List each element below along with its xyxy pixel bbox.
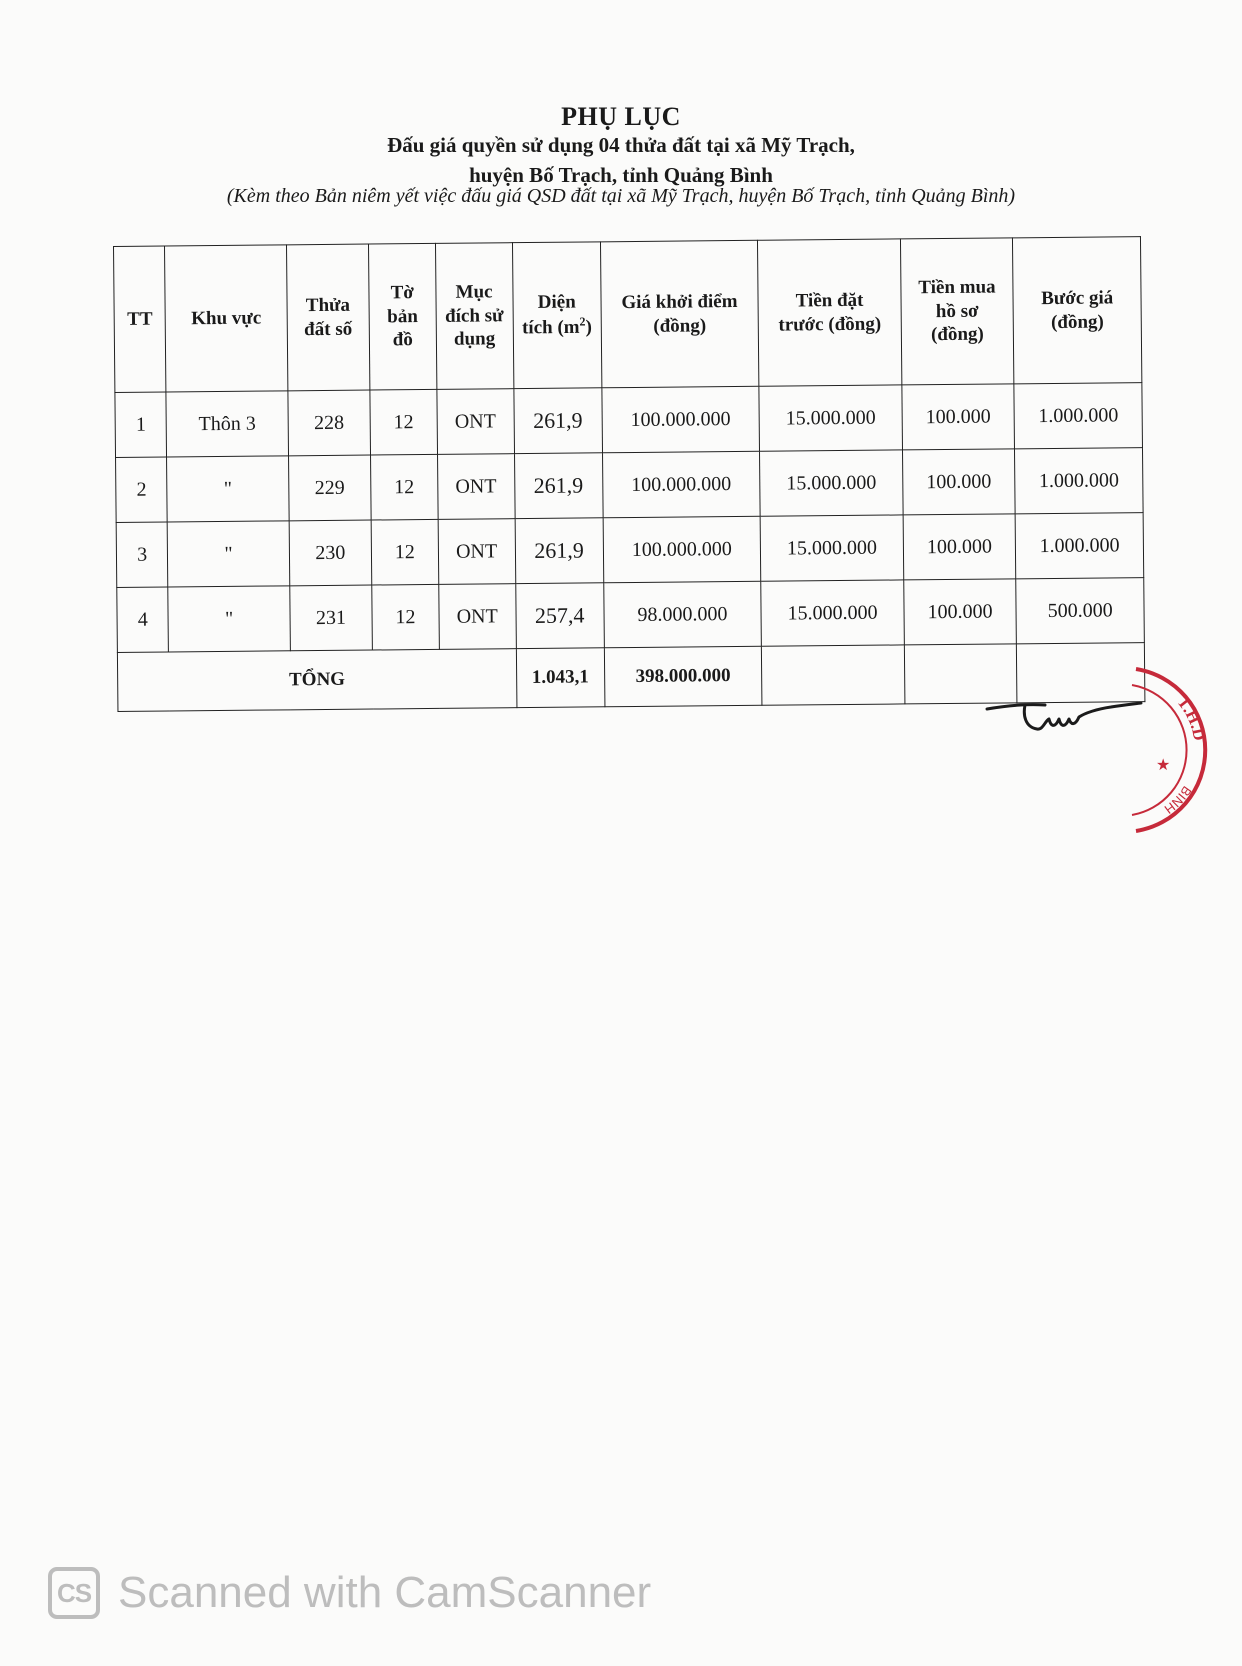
cell-khu-vuc: " (168, 586, 290, 652)
cell-tt: 1 (115, 392, 167, 457)
header-to-ban-do: Tờ bản đồ (369, 243, 437, 390)
cell-dat: 15.000.000 (759, 385, 902, 451)
cell-muc: ONT (437, 454, 515, 520)
cell-tt: 2 (116, 457, 168, 522)
cell-muc: ONT (438, 584, 516, 650)
cell-buoc: 1.000.000 (1015, 513, 1143, 579)
header-dien-tich: Diện tích $(m^2)$ (512, 242, 601, 389)
cell-khu-vuc: " (167, 456, 289, 522)
cell-muc: ONT (438, 519, 516, 585)
cell-thua: 228 (287, 390, 370, 456)
cell-to: 12 (370, 390, 437, 456)
table-row (115, 383, 1143, 458)
total-empty-dat (762, 645, 905, 705)
cell-to: 12 (371, 520, 438, 586)
cell-khu-vuc: Thôn 3 (166, 391, 288, 457)
cell-mua: 100.000 (902, 449, 1015, 515)
cell-dat: 15.000.000 (760, 515, 903, 581)
auction-table (113, 236, 1145, 712)
table-row (116, 513, 1144, 588)
header-tien-dat-truoc: Tiền đặt trước (đồng) (758, 239, 902, 387)
cell-to: 12 (371, 455, 438, 521)
cell-buoc: 1.000.000 (1014, 383, 1142, 449)
header-khu-vuc: Khu vực (165, 245, 288, 392)
header-muc-dich: Mục đích sử dụng (435, 243, 514, 390)
cell-khu-vuc: " (168, 521, 290, 587)
cell-mua: 100.000 (904, 579, 1017, 645)
camscanner-text: Scanned with CamScanner (118, 1568, 652, 1617)
cell-to: 12 (372, 584, 439, 650)
cell-gia: 100.000.000 (603, 516, 761, 582)
official-seal (1130, 655, 1242, 845)
header-buoc-gia: Bước giá (đồng) (1013, 237, 1142, 384)
cell-thua: 230 (289, 520, 372, 586)
total-label: TỔNG (117, 649, 516, 712)
header-tt: TT (114, 246, 167, 393)
cell-tt: 3 (116, 522, 168, 587)
seal-star-icon: ★ (1156, 755, 1171, 774)
table-row (117, 578, 1145, 653)
header-gia-khoi-diem: Giá khởi điểm (đồng) (600, 240, 759, 388)
header-tien-mua-ho-so: Tiền mua hồ sơ (đồng) (900, 238, 1014, 385)
cell-dat: 15.000.000 (760, 450, 903, 516)
cell-buoc: 500.000 (1016, 578, 1144, 644)
cell-buoc: 1.000.000 (1015, 448, 1143, 514)
camscanner-watermark (48, 1565, 651, 1621)
cell-gia: 100.000.000 (602, 386, 760, 452)
cell-dien: 261,9 (514, 453, 603, 519)
document-title: PHỤ LỤC (561, 102, 681, 131)
cell-tt: 4 (117, 587, 169, 652)
cell-dien: 257,4 (515, 583, 604, 649)
header-thua-dat-so: Thửa đất số (286, 244, 370, 391)
cell-thua: 229 (288, 455, 371, 521)
svg-text:BÌNH: BÌNH (1161, 783, 1195, 818)
svg-text:T.H.D: T.H.D (1173, 692, 1210, 743)
document-subtitle-line1: Đấu giá quyền sử dụng 04 thửa đất tại xã Mỹ Trạch, (387, 133, 855, 157)
signature (985, 695, 1145, 745)
table-row (116, 448, 1144, 523)
cell-mua: 100.000 (903, 514, 1016, 580)
cell-dat: 15.000.000 (761, 580, 904, 646)
table-header-row (114, 237, 1142, 393)
cell-mua: 100.000 (902, 384, 1015, 450)
document-subtitle-line2: huyện Bố Trạch, tỉnh Quảng Bình (469, 163, 773, 187)
total-dien: 1.043,1 (516, 648, 604, 708)
total-gia: 398.000.000 (604, 646, 762, 706)
cell-dien: 261,9 (515, 518, 604, 584)
camscanner-logo-icon: CS (48, 1567, 100, 1619)
cell-gia: 100.000.000 (602, 451, 760, 517)
cell-gia: 98.000.000 (603, 581, 761, 647)
total-empty-buoc (1017, 643, 1145, 703)
cell-muc: ONT (436, 389, 514, 455)
document-note: (Kèm theo Bản niêm yết việc đấu giá QSD đất tại xã Mỹ Trạch, huyện Bố Trạch, tỉnh Quảng Bình) (226, 185, 1016, 207)
cell-dien: 261,9 (514, 388, 603, 454)
cell-thua: 231 (289, 585, 372, 651)
